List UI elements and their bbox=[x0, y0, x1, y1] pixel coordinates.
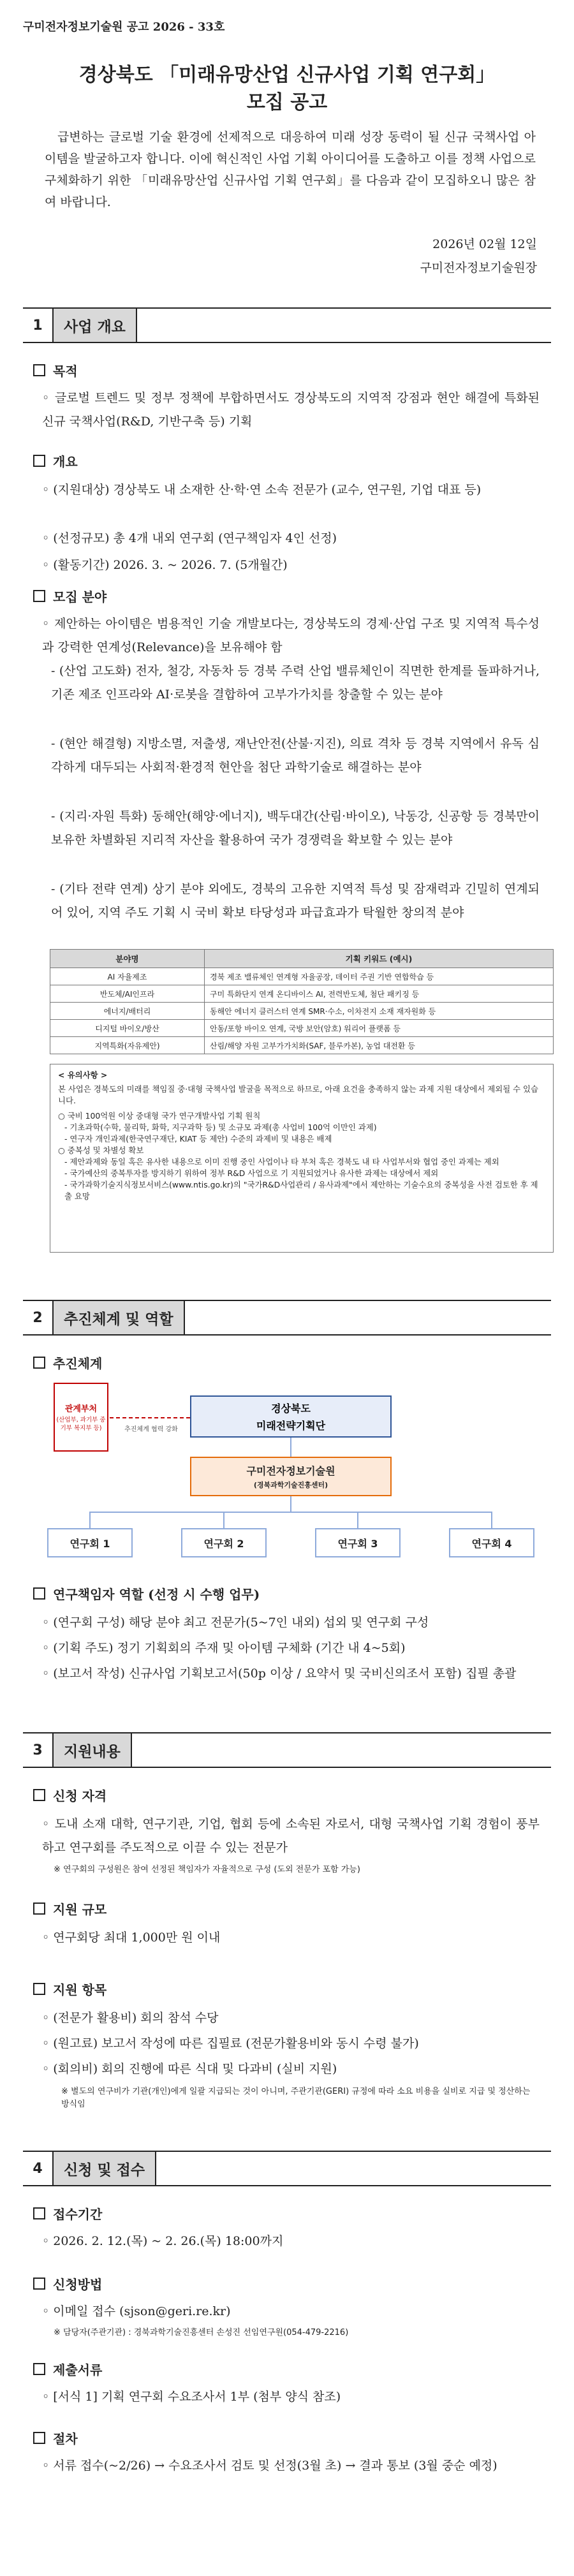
section-1-bar bbox=[23, 307, 551, 343]
gyeongbuk-box bbox=[190, 1395, 392, 1438]
section-3-bar bbox=[23, 1732, 551, 1768]
overview-item: ◦ (선정규모) 총 4개 내외 연구회 (연구책임자 4인 선정) bbox=[42, 531, 337, 545]
connector-line bbox=[290, 1438, 291, 1457]
method-text: ◦ 이메일 접수 (sjson@geri.re.kr) bbox=[42, 2304, 231, 2318]
field-item: - (기타 전략 연계) 상기 분야 외에도, 경북의 고유한 지역적 특성 및 잠재력과 긴밀히 연계되어 있어, 지역 주도 기획 시 국비 확보 타당성과 파급효과가 탁월한 창의적 분야 bbox=[51, 882, 540, 920]
table-cell: 지역특화(자유제안) bbox=[50, 1037, 205, 1054]
group-label: 연구회 4 bbox=[471, 1537, 512, 1550]
related-ministries-box bbox=[54, 1383, 108, 1452]
subhead-qualification: 신청 자격 bbox=[33, 1786, 107, 1804]
support-item: ◦ (회의비) 회의 진행에 따른 식대 및 다과비 (실비 지원) bbox=[42, 2062, 337, 2076]
scale-text: ◦ 연구회당 최대 1,000만 원 이내 bbox=[42, 1931, 221, 1945]
field-item: - (현안 해결형) 지방소멸, 저출생, 재난안전(산불·지진), 의료 격차 등 경북 지역에서 유독 심각하게 대두되는 사회적·환경적 현안을 첨단 과학기술로 해결하는 분야 bbox=[51, 737, 540, 774]
keyword-table bbox=[50, 949, 554, 1054]
group-box-1 bbox=[47, 1528, 133, 1557]
table-header-row bbox=[50, 950, 554, 968]
table-cell: 동해안 에너지 클러스터 연계 SMR·수소, 이차전지 소재 재자원화 등 bbox=[205, 1003, 554, 1020]
qualification-text: ◦ 도내 소재 대학, 연구기관, 기업, 협회 등에 소속된 자로서, 대형 국책사업 기획 경험이 풍부하고 연구회를 주도적으로 이끌 수 있는 전문가 bbox=[42, 1817, 540, 1855]
period-text: ◦ 2026. 2. 12.(목) ~ 2. 26.(목) 18:00까지 bbox=[42, 2234, 284, 2248]
group-label: 연구회 3 bbox=[337, 1537, 378, 1550]
overview-item: ◦ (활동기간) 2026. 3. ~ 2026. 7. (5개월간) bbox=[42, 558, 288, 572]
square-icon bbox=[33, 2432, 45, 2444]
caution-line: ○ 중복성 및 차별성 확보 bbox=[58, 1145, 144, 1155]
caution-box bbox=[50, 1064, 554, 1253]
caution-line: - 국가과학기술지식정보서비스(www.ntis.go.kr)의 "국가R&D사업관리 / 유사과제"에서 제안하는 기술수요의 중복성을 사전 검토한 후 제출 요망 bbox=[64, 1180, 538, 1201]
subhead-overview: 개요 bbox=[33, 452, 78, 470]
table-cell: 반도체/AI인프라 bbox=[50, 985, 205, 1003]
support-item: ◦ (전문가 활용비) 회의 참석 수당 bbox=[42, 2011, 219, 2025]
square-icon bbox=[33, 1357, 45, 1369]
subhead-items: 지원 항목 bbox=[33, 1980, 107, 1998]
role-item: ◦ (보고서 작성) 신규사업 기획보고서(50p 이상 / 요약서 및 국비신의조서 포함) 집필 총괄 bbox=[42, 1667, 517, 1681]
table-row bbox=[50, 1003, 554, 1020]
geri-label: 구미전자정보기술원 bbox=[246, 1465, 335, 1477]
caution-line: - 연구자 개인과제(한국연구재단, KIAT 등 제안) 수준의 과제비 및 내용은 배제 bbox=[64, 1134, 332, 1144]
table-row bbox=[50, 968, 554, 985]
field-text: ◦ 제안하는 아이템은 범용적인 기술 개발보다는, 경상북도의 경제·산업 구조 및 지역적 특수성과 강력한 연계성(Relevance)을 보유해야 함 bbox=[42, 617, 540, 654]
section-divider bbox=[155, 2152, 551, 2185]
group-box-4 bbox=[449, 1528, 534, 1557]
section-title: 신청 및 접수 bbox=[54, 2152, 155, 2185]
square-icon bbox=[33, 590, 45, 602]
section-number: 4 bbox=[23, 2152, 54, 2185]
square-icon bbox=[33, 2207, 45, 2219]
section-divider bbox=[136, 309, 551, 342]
section-number: 1 bbox=[23, 309, 54, 342]
square-icon bbox=[33, 364, 45, 376]
geri-box bbox=[190, 1457, 392, 1496]
subhead-method: 신청방법 bbox=[33, 2274, 102, 2293]
support-note: ※ 별도의 연구비가 기관(개인)에게 일괄 지급되는 것이 아니며, 주관기관(GERI) 규정에 따라 소요 비용을 실비로 지급 및 정산하는 방식임 bbox=[61, 2087, 531, 2109]
gyeongbuk-label: 경상북도 bbox=[271, 1402, 311, 1415]
square-icon bbox=[33, 1587, 45, 1600]
square-icon bbox=[33, 455, 45, 467]
connector-line bbox=[290, 1496, 291, 1512]
square-icon bbox=[33, 2278, 45, 2290]
subhead-procedure: 절차 bbox=[33, 2429, 78, 2447]
section-divider bbox=[131, 1733, 551, 1767]
notice-title: 경상북도 「미래유망산업 신규사업 기획 연구회」 bbox=[78, 64, 496, 86]
cooperation-label: 추진체계 협력 강화 bbox=[124, 1426, 178, 1433]
related-ministries-label: 관계부처 bbox=[64, 1404, 98, 1414]
subhead-docs: 제출서류 bbox=[33, 2360, 102, 2378]
table-cell: 디지털 바이오/방산 bbox=[50, 1020, 205, 1037]
section-title: 지원내용 bbox=[54, 1733, 131, 1767]
notice-number: 구미전자정보기술원 공고 2026 - 33호 bbox=[23, 20, 225, 34]
subhead-system: 추진체계 bbox=[33, 1353, 102, 1372]
subhead-role: 연구책임자 역할 (선정 시 수행 업무) bbox=[33, 1584, 260, 1603]
field-item: - (산업 고도화) 전자, 철강, 자동차 등 경북 주력 산업 밸류체인이 직면한 한계를 돌파하거나, 기존 제조 인프라와 AI·로봇을 결합하여 고부가가치를 창출할 수 있는 분야 bbox=[51, 664, 540, 702]
connector-line bbox=[89, 1512, 91, 1528]
table-header: 분야명 bbox=[50, 950, 205, 968]
caution-title: < 유의사항 > bbox=[58, 1070, 108, 1080]
geri-sub: (경북과학기술진흥센터) bbox=[253, 1481, 328, 1489]
cooperation-dashed-line bbox=[110, 1417, 190, 1418]
section-number: 2 bbox=[23, 1301, 54, 1334]
role-item: ◦ (기획 주도) 정기 기획회의 주재 및 아이템 구체화 (기간 내 4~5회) bbox=[42, 1641, 406, 1655]
gyeongbuk-sub: 미래전략기획단 bbox=[256, 1420, 326, 1432]
table-cell: AI 자율제조 bbox=[50, 968, 205, 985]
table-row bbox=[50, 985, 554, 1003]
role-item: ◦ (연구회 구성) 해당 분야 최고 전문가(5~7인 내외) 섭외 및 연구회 구성 bbox=[42, 1616, 429, 1630]
caution-line: 본 사업은 경북도의 미래를 책임질 중·대형 국책사업 발굴을 목적으로 하므로, 아래 요건을 충족하지 않는 과제 지원 대상에서 제외될 수 있습니다. bbox=[58, 1084, 538, 1105]
table-row bbox=[50, 1020, 554, 1037]
group-box-2 bbox=[181, 1528, 267, 1557]
docs-text: ◦ [서식 1] 기획 연구회 수요조사서 1부 (첨부 양식 참조) bbox=[42, 2390, 341, 2404]
notice-title-sub: 모집 공고 bbox=[246, 91, 328, 114]
caution-line: - 기초과학(수학, 물리학, 화학, 지구과학 등) 및 소규모 과제(총 사업비 100억 이만인 과제) bbox=[64, 1122, 377, 1132]
support-item: ◦ (원고료) 보고서 작성에 따른 집필료 (전문가활용비와 동시 수령 불가) bbox=[42, 2036, 419, 2050]
connector-line bbox=[491, 1512, 492, 1528]
procedure-text: ◦ 서류 접수(~2/26) → 수요조사서 검토 및 선정(3월 초) → 결과 통보 (3월 중순 예정) bbox=[42, 2459, 497, 2473]
table-row bbox=[50, 1037, 554, 1054]
group-label: 연구회 1 bbox=[70, 1537, 110, 1550]
connector-line bbox=[223, 1512, 224, 1528]
section-title: 사업 개요 bbox=[54, 309, 136, 342]
section-divider bbox=[184, 1301, 551, 1334]
caution-line: ○ 국비 100억원 이상 중대형 국가 연구개발사업 기획 원칙 bbox=[58, 1111, 261, 1121]
subhead-period: 접수기간 bbox=[33, 2204, 102, 2223]
subhead-purpose: 목적 bbox=[33, 361, 78, 379]
table-cell: 안동/포항 바이오 연계, 국방 보안(암호) 워리어 플랫폼 등 bbox=[205, 1020, 554, 1037]
related-ministries-sub: (산업부, 과기부 중기부 복지부 등) bbox=[56, 1417, 106, 1432]
group-box-3 bbox=[315, 1528, 401, 1557]
field-item: - (지리·자원 특화) 동해안(해양·에너지), 백두대간(산림·바이오), 낙동강, 신공항 등 경북만이 보유한 차별화된 지리적 자산을 활용하여 국가 경쟁력을 확보할 수 있는 분야 bbox=[51, 809, 540, 847]
section-number: 3 bbox=[23, 1733, 54, 1767]
subhead-scale: 지원 규모 bbox=[33, 1899, 107, 1918]
qualification-note: ※ 연구회의 구성원은 참여 선정된 책임자가 자율적으로 구성 (도외 전문가 포함 가능) bbox=[54, 1865, 360, 1874]
square-icon bbox=[33, 2363, 45, 2375]
purpose-text: ◦ 글로벌 트렌드 및 정부 정책에 부합하면서도 경상북도의 지역적 강점과 현안 해결에 특화된 신규 국책사업(R&D, 기반구축 등) 기획 bbox=[42, 391, 540, 429]
caution-line: - 제안과제와 동일 혹은 유사한 내용으로 이미 진행 중인 사업이나 타 부처 혹은 경북도 내 타 사업부서와 협업 중인 과제는 제외 bbox=[64, 1157, 499, 1167]
overview-item: ◦ (지원대상) 경상북도 내 소재한 산·학·연 소속 전문가 (교수, 연구원, 기업 대표 등) bbox=[42, 483, 482, 497]
table-cell: 에너지/배터리 bbox=[50, 1003, 205, 1020]
square-icon bbox=[33, 1789, 45, 1801]
section-2-bar bbox=[23, 1300, 551, 1336]
group-label: 연구회 2 bbox=[203, 1537, 244, 1550]
table-cell: 산림/해양 자원 고부가가치화(SAF, 블루카본), 농업 대전환 등 bbox=[205, 1037, 554, 1054]
subhead-field: 모집 분야 bbox=[33, 587, 107, 605]
square-icon bbox=[33, 1983, 45, 1995]
connector-line bbox=[357, 1512, 358, 1528]
section-title: 추진체계 및 역할 bbox=[54, 1301, 184, 1334]
caution-line: - 국가예산의 중복투자를 방지하기 위하여 정부 R&D 사업으로 기 지원되었거나 유사한 과제는 대상에서 제외 bbox=[64, 1168, 439, 1178]
table-cell: 구미 특화단지 연계 온디바이스 AI, 전력반도체, 첨단 패키징 등 bbox=[205, 985, 554, 1003]
square-icon bbox=[33, 1903, 45, 1915]
intro-paragraph: 급변하는 글로벌 기술 환경에 선제적으로 대응하여 미래 성장 동력이 될 신규 국책사업 아이템을 발굴하고자 합니다. 이에 혁신적인 사업 기획 아이디어를 도출하고 이를 정책 사업으로 구체화하기 위한 「미래유망산업 신규사업 기획 연구회」를 다음과 같이 모집하오니 많은 참여 바랍니다. bbox=[45, 130, 536, 209]
method-note: ※ 담당자(주관기관) : 경북과학기술진흥센터 손성진 선임연구원(054-479-2216) bbox=[54, 2328, 349, 2337]
connector-line bbox=[89, 1512, 492, 1513]
table-header: 기획 키워드 (예시) bbox=[205, 950, 554, 968]
issuer: 구미전자정보기술원장 bbox=[420, 261, 537, 275]
section-4-bar bbox=[23, 2151, 551, 2186]
notice-date: 2026년 02월 12일 bbox=[432, 237, 537, 251]
table-cell: 경북 제조 밸류체인 연계형 자율공장, 데이터 주권 기반 연합학습 등 bbox=[205, 968, 554, 985]
